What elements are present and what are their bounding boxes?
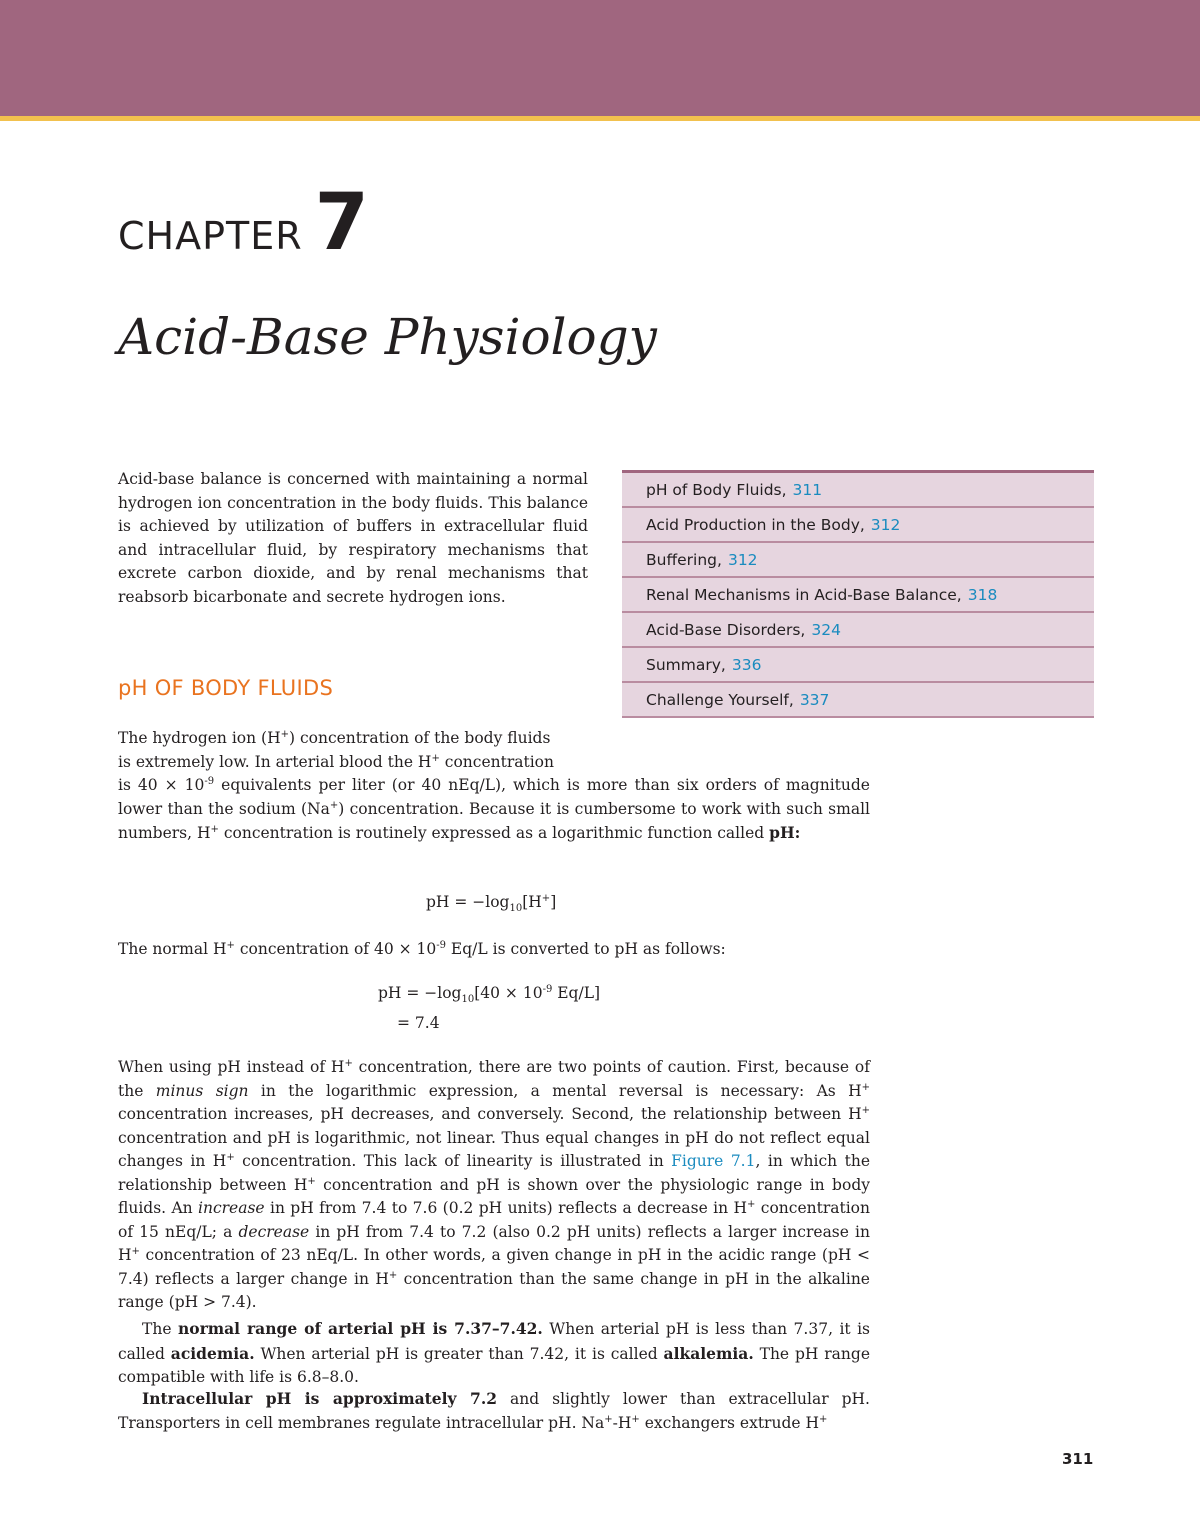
superscript: + xyxy=(210,823,219,835)
text: The normal H xyxy=(118,940,227,958)
chapter-contents xyxy=(622,470,1094,718)
emphasis: increase xyxy=(198,1199,265,1217)
text: exchangers extrude H xyxy=(639,1413,819,1432)
text: When arterial pH is less than 7.37, it is called xyxy=(118,1320,871,1363)
emphasis: minus sign xyxy=(155,1081,249,1100)
text: When using pH instead of H xyxy=(118,1058,345,1076)
text: concentration of 40 × 10 xyxy=(234,940,437,958)
toc-page-link[interactable]: 337 xyxy=(799,690,830,709)
text: pH = −log xyxy=(426,893,510,911)
toc-page-link[interactable]: 318 xyxy=(967,585,998,604)
text: is 40 × 10 xyxy=(118,776,205,794)
chapter-word: CHAPTER xyxy=(118,214,303,258)
superscript: + xyxy=(226,1151,235,1163)
chapter-label xyxy=(118,178,369,268)
emphasis: decrease xyxy=(238,1222,310,1241)
superscript: + xyxy=(131,1245,140,1257)
text: and slightly lower than extracellular pH. Transporters in cell membranes regulate intracellular pH. Na xyxy=(118,1390,870,1432)
superscript: + xyxy=(226,939,235,951)
text: ) concentration of the body fluids xyxy=(288,729,551,747)
text: The xyxy=(142,1320,178,1338)
superscript: + xyxy=(861,1081,871,1093)
text: Eq/L] xyxy=(552,984,601,1002)
toc-label: Acid-Base Disorders, xyxy=(646,620,806,639)
superscript: + xyxy=(388,1269,398,1281)
superscript: + xyxy=(541,892,551,904)
text: concentration of 23 nEq/L. In other words, a given change in pH in the acidic range (pH < 7.4) reflects a larger change in H xyxy=(118,1246,870,1288)
toc-page-link[interactable]: 324 xyxy=(811,620,841,639)
text: in pH from 7.4 to 7.6 (0.2 pH units) reflects a decrease in H xyxy=(264,1199,748,1217)
equation-ph-definition xyxy=(426,892,557,915)
toc-item[interactable] xyxy=(622,578,1094,613)
chapter-intro: Acid-base balance is concerned with maintaining a normal hydrogen ion concentration in the body fluids. This balance is achieved by utilization of buffers in extracellular fluid and intracellular fluid, by respiratory mechanisms that excrete carbon dioxide, and by renal mechanisms that reabsorb bicarbonate and secrete hydrogen ions. xyxy=(118,470,588,606)
text: is extremely low. In arterial blood the H xyxy=(118,752,432,771)
paragraph-caution xyxy=(118,1056,870,1315)
text: [H xyxy=(522,893,542,911)
superscript: + xyxy=(631,1413,640,1425)
text: concentration increases, pH decreases, and conversely. Second, the relationship between H xyxy=(118,1105,862,1123)
key-term: normal range of arterial pH is 7.37–7.42. xyxy=(177,1319,543,1338)
key-term: pH: xyxy=(769,823,801,842)
text: concentration and pH is logarithmic, not linear. Thus equal changes in pH do not reflect equal changes in H xyxy=(118,1128,870,1170)
superscript: + xyxy=(344,1057,353,1069)
paragraph-conversion xyxy=(118,938,726,962)
toc-label: Summary, xyxy=(646,655,726,674)
text: concentration is routinely expressed as a logarithmic function called xyxy=(218,824,770,842)
text: -H xyxy=(612,1413,632,1432)
text: concentration xyxy=(439,752,554,771)
key-term: acidemia. xyxy=(170,1343,255,1363)
paragraph-intracellular xyxy=(118,1387,870,1435)
figure-link[interactable]: Figure 7.1 xyxy=(671,1152,756,1170)
text: concentration, there are two points of caution. First, because of the xyxy=(118,1058,870,1100)
superscript: + xyxy=(329,799,339,811)
superscript: -9 xyxy=(436,939,446,951)
superscript: + xyxy=(747,1198,756,1210)
chapter-title: Acid-Base Physiology xyxy=(118,308,657,366)
paragraph-normal-range xyxy=(118,1317,870,1390)
key-term: alkalemia. xyxy=(663,1343,754,1363)
toc-item[interactable] xyxy=(622,648,1094,683)
toc-item[interactable] xyxy=(622,543,1094,578)
text: ) concentration. Because it is cumbersome to work with such small numbers, H xyxy=(118,799,870,842)
superscript: + xyxy=(861,1104,870,1116)
key-term: Intracellular pH is approximately 7.2 xyxy=(142,1389,497,1408)
toc-page-link[interactable]: 312 xyxy=(870,515,901,534)
superscript: + xyxy=(431,752,440,764)
text: concentration than the same change in pH in the alkaline range (pH > 7.4). xyxy=(118,1269,870,1311)
text: concentration. This lack of linearity is illustrated in xyxy=(234,1152,672,1170)
text: The hydrogen ion (H xyxy=(118,729,281,747)
toc-item[interactable] xyxy=(622,508,1094,543)
toc-item[interactable] xyxy=(622,613,1094,648)
chapter-number: 7 xyxy=(314,178,369,268)
section-heading: pH OF BODY FLUIDS xyxy=(118,676,334,700)
text: in the logarithmic expression, a mental reversal is necessary: As H xyxy=(248,1081,862,1100)
subscript: 10 xyxy=(461,994,475,1006)
text: , in which the relationship between H xyxy=(118,1152,871,1194)
text: Eq/L is converted to pH as follows: xyxy=(446,940,726,958)
toc-label: Challenge Yourself, xyxy=(646,690,794,709)
toc-label: Buffering, xyxy=(646,550,722,569)
page-number: 311 xyxy=(1062,1450,1094,1468)
superscript: + xyxy=(307,1175,316,1187)
superscript: -9 xyxy=(204,775,215,787)
superscript: -9 xyxy=(542,983,553,995)
superscript: + xyxy=(280,728,289,740)
text: [40 × 10 xyxy=(474,984,543,1002)
superscript: + xyxy=(604,1413,613,1425)
text: concentration and pH is shown over the physiologic range in body fluids. An xyxy=(118,1175,870,1217)
text: in pH from 7.4 to 7.2 (also 0.2 pH units) reflects a larger increase in H xyxy=(118,1222,870,1264)
equation-ph-result: = 7.4 xyxy=(397,1014,440,1032)
paragraph-ph-intro-line1 xyxy=(118,727,554,774)
subscript: 10 xyxy=(509,903,523,915)
toc-page-link[interactable]: 312 xyxy=(727,550,758,569)
equation-ph-calculation xyxy=(378,983,601,1006)
text: The pH range compatible with life is 6.8–8.0. xyxy=(118,1344,870,1386)
toc-label: Renal Mechanisms in Acid-Base Balance, xyxy=(646,585,962,604)
toc-page-link[interactable]: 336 xyxy=(731,655,762,674)
superscript: + xyxy=(819,1413,828,1425)
toc-label: pH of Body Fluids, xyxy=(646,480,787,499)
header-band xyxy=(0,0,1200,116)
toc-label: Acid Production in the Body, xyxy=(646,515,865,534)
header-rule xyxy=(0,116,1200,121)
toc-item[interactable] xyxy=(622,683,1094,718)
paragraph-ph-intro xyxy=(118,774,870,846)
toc-item[interactable] xyxy=(622,473,1094,508)
text: When arterial pH is greater than 7.42, it is called xyxy=(254,1344,664,1363)
text: pH = −log xyxy=(378,984,462,1002)
toc-page-link[interactable]: 311 xyxy=(792,480,823,499)
text: concentration of 15 nEq/L; a xyxy=(118,1199,870,1241)
text: ] xyxy=(550,893,557,911)
text: equivalents per liter (or 40 nEq/L), which is more than six orders of magnitude lower than the sodium (Na xyxy=(118,776,870,818)
